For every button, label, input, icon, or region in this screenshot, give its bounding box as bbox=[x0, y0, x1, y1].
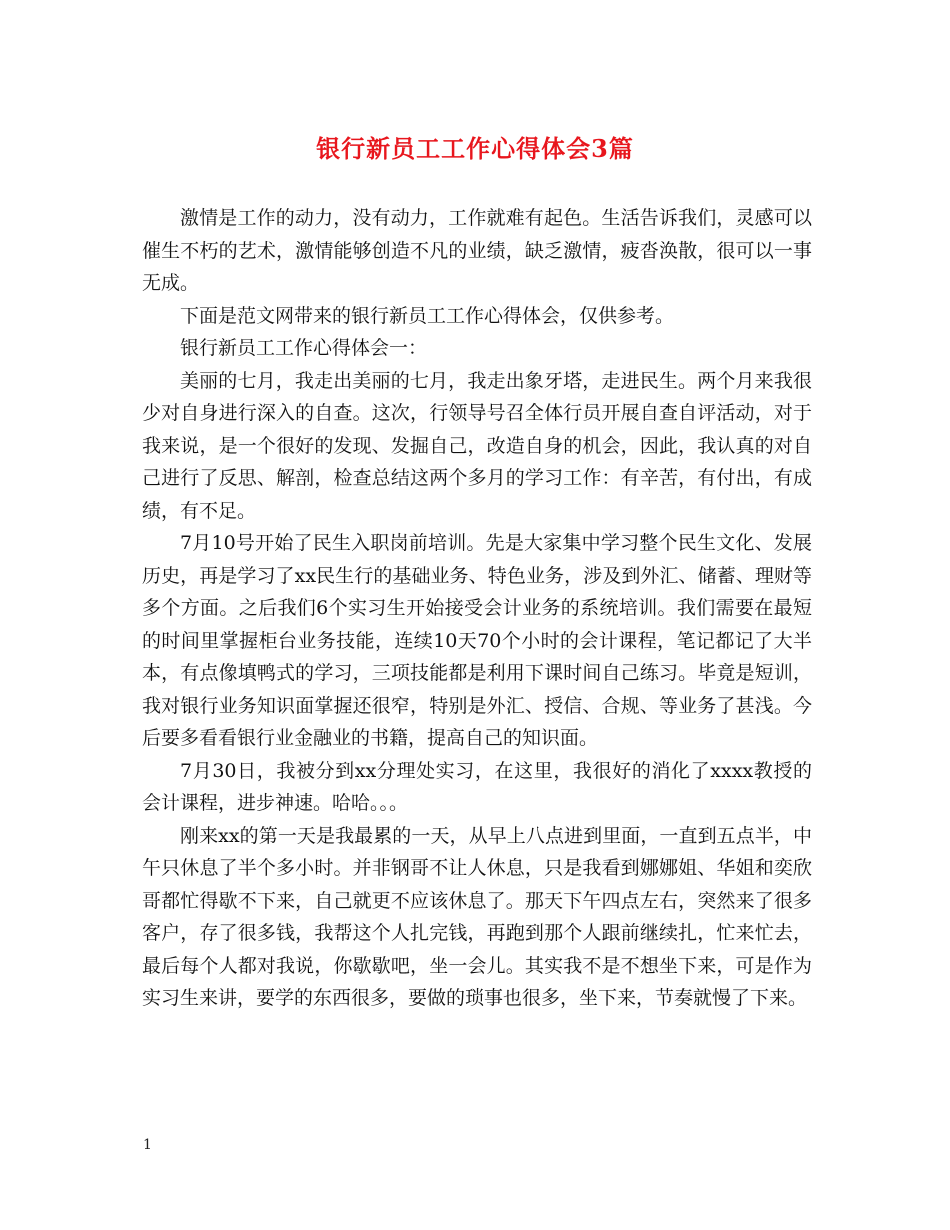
paragraph-training: 7月10号开始了民生入职岗前培训。先是大家集中学习整个民生文化、发展历史，再是学习了xx民生行的基础业务、特色业务，涉及到外汇、储蓄、理财等多个方面。之后我们6个实习生开始接受会计业务的系统培训。我们需要在最短的时间里掌握柜台业务技能，连续10天70个小时的会计课程，笔记都记了大半本，有点像填鸭式的学习，三项技能都是利用下课时间自己练习。毕竟是短训，我对银行业务知识面掌握还很窄，特别是外汇、授信、合规、等业务了甚浅。今后要多看看银行业金融业的书籍，提高自己的知识面。 bbox=[142, 532, 812, 749]
document-body bbox=[142, 202, 812, 1015]
paragraph-internship: 7月30日，我被分到xx分理处实习，在这里，我很好的消化了xxxx教授的会计课程，进步神速。哈哈。。。 bbox=[142, 759, 812, 814]
page-number: 1 bbox=[143, 1137, 152, 1153]
paragraph-intro: 激情是工作的动力，没有动力，工作就难有起色。生活告诉我们，灵感可以催生不朽的艺术，激情能够创造不凡的业绩，缺乏激情，疲沓涣散，很可以一事无成。 bbox=[142, 207, 812, 294]
document-title: 银行新员工工作心得体会3篇 bbox=[316, 134, 634, 163]
paragraph-source-note: 下面是范文网带来的银行新员工工作心得体会，仅供参考。 bbox=[180, 304, 675, 327]
section-heading-one: 银行新员工工作心得体会一： bbox=[180, 337, 428, 359]
paragraph-july: 美丽的七月，我走出美丽的七月，我走出象牙塔，走进民生。两个月来我很少对自身进行深入的自查。这次，行领导号召全体行员开展自查自评活动，对于我来说，是一个很好的发现、发掘自己，改造自身的机会，因此，我认真的对自己进行了反思、解剖，检查总结这两个多月的学习工作：有辛苦，有付出，有成绩，有不足。 bbox=[142, 369, 812, 522]
paragraph-first-day: 刚来xx的第一天是我最累的一天，从早上八点进到里面，一直到五点半，中午只休息了半个多小时。并非钢哥不让人休息，只是我看到娜娜姐、华姐和奕欣哥都忙得歇不下来，自己就更不应该休息了。那天下午四点左右，突然来了很多客户，存了很多钱，我帮这个人扎完钱，再跑到那个人跟前继续扎，忙来忙去，最后每个人都对我说，你歇歇吧，坐一会儿。其实我不是不想坐下来，可是作为实习生来讲，要学的东西很多，要做的琐事也很多，坐下来，节奏就慢了下来。 bbox=[142, 824, 812, 1009]
